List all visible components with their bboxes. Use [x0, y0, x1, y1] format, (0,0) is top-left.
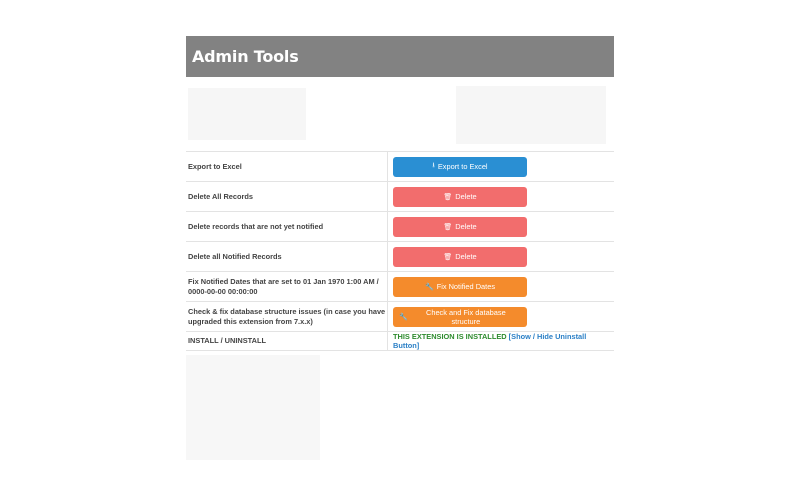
- trash-icon: 🗑: [443, 253, 453, 261]
- table-row: [186, 272, 614, 302]
- button-label: Delete: [455, 222, 477, 231]
- delete-notified-button[interactable]: [393, 247, 527, 267]
- table-row: [186, 212, 614, 242]
- trash-icon: 🗑: [443, 193, 453, 201]
- table-row-install: [186, 332, 614, 351]
- table-row: [186, 152, 614, 182]
- button-label: Delete: [455, 252, 477, 261]
- row-label: INSTALL / UNINSTALL: [186, 332, 388, 351]
- download-icon: ⭳: [432, 162, 435, 169]
- wrench-icon: 🔧: [424, 283, 434, 291]
- table-row: [186, 242, 614, 272]
- faded-background-area: [186, 84, 614, 144]
- table-row: [186, 182, 614, 212]
- trash-icon: 🗑: [443, 223, 453, 231]
- button-label: Fix Notified Dates: [436, 282, 496, 291]
- check-fix-database-button[interactable]: [393, 307, 527, 327]
- panel-header: [186, 36, 614, 77]
- delete-not-notified-button[interactable]: [393, 217, 527, 237]
- panel-title: Admin Tools: [192, 47, 299, 66]
- row-label: Export to Excel: [186, 152, 388, 182]
- fix-notified-dates-button[interactable]: [393, 277, 527, 297]
- show-hide-uninstall-link[interactable]: [Show / Hide Uninstall Button]: [393, 332, 587, 350]
- row-label: Delete all Notified Records: [186, 242, 388, 272]
- wrench-icon: 🔧: [399, 313, 408, 321]
- table-row: [186, 302, 614, 332]
- install-status: THIS EXTENSION IS INSTALLED: [393, 332, 507, 341]
- row-label: Delete records that are not yet notified: [186, 212, 388, 242]
- row-label: Check & fix database structure issues (in case you have upgraded this extension from 7.x.x): [186, 302, 388, 332]
- export-to-excel-button[interactable]: [393, 157, 527, 177]
- delete-all-records-button[interactable]: [393, 187, 527, 207]
- button-label: Check and Fix database structure: [426, 307, 506, 326]
- faded-background-area: [186, 355, 320, 460]
- row-label: Fix Notified Dates that are set to 01 Jan 1970 1:00 AM / 0000-00-00 00:00:00: [186, 272, 388, 302]
- button-label: Delete: [455, 192, 477, 201]
- row-label: Delete All Records: [186, 182, 388, 212]
- button-label: Export to Excel: [437, 162, 488, 171]
- admin-tools-panel: [186, 36, 614, 77]
- admin-tools-table: [186, 151, 614, 351]
